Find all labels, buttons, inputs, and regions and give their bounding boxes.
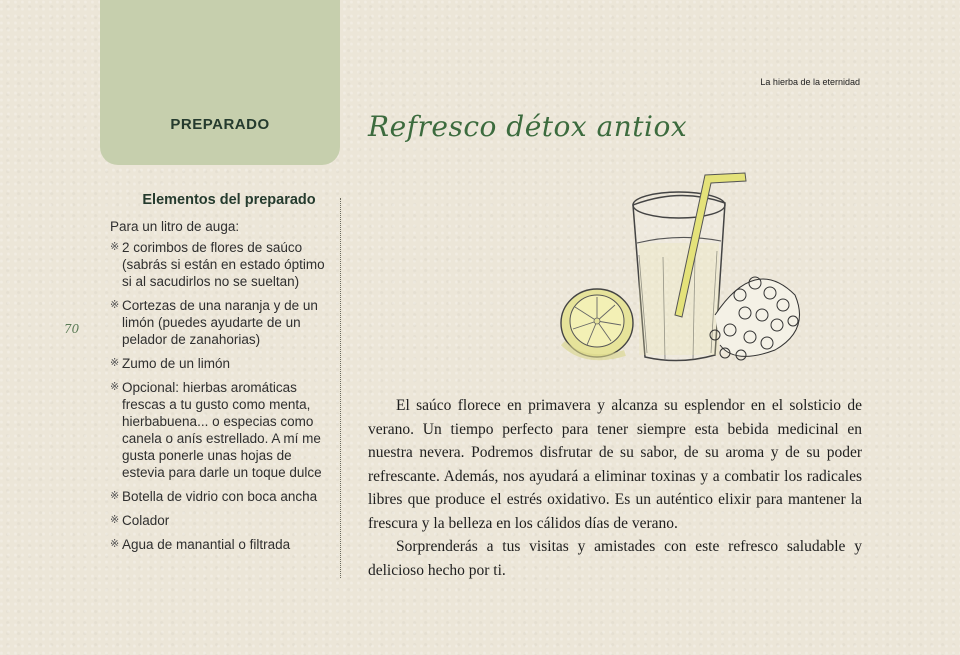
running-head: La hierba de la eternidad [760, 77, 860, 87]
ingredients-panel [110, 192, 332, 560]
bullet-icon: ※ [110, 381, 120, 393]
ingredients-intro: Para un litro de auga: [110, 219, 240, 234]
section-tab [100, 0, 340, 165]
ingredient-item [110, 297, 332, 348]
bullet-icon: ※ [110, 514, 120, 526]
ingredient-item [110, 379, 332, 481]
column-divider [340, 198, 341, 578]
bullet-icon: ※ [110, 299, 120, 311]
glass-icon [633, 192, 725, 361]
drink-illustration-svg [555, 165, 815, 370]
ingredient-text: Zumo de un limón [122, 356, 231, 371]
ingredients-heading: Elementos del preparado [142, 192, 316, 208]
ingredient-text: Opcional: hierbas aromáticas frescas a tu gusto como menta, hierbabuena... o especias como canela o anís estrellado. A mí me gusta ponerle unas hojas de estevia para darle un toque dulce [122, 380, 322, 480]
drink-illustration [555, 165, 815, 370]
ingredient-item [110, 536, 332, 553]
ingredient-text: Botella de vidrio con boca ancha [122, 489, 318, 504]
ingredient-text: Cortezas de una naranja y de un limón (puedes ayudarte de un pelador de zanahorias) [122, 298, 318, 347]
body-paragraph: Sorprenderás a tus visitas y amistades con este refresco saludable y delicioso hecho por ti. [368, 538, 862, 579]
ingredient-text: 2 corimbos de flores de saúco (sabrás si están en estado óptimo si al sacudirlos no se sueltan) [122, 240, 325, 289]
lemon-half-icon [561, 289, 633, 357]
ingredient-item [110, 239, 332, 290]
section-label: PREPARADO [170, 116, 270, 133]
recipe-title: Refresco détox antiox [368, 110, 688, 143]
ingredient-item [110, 355, 332, 372]
ingredient-text: Colador [122, 513, 170, 528]
elderflower-icon [710, 277, 800, 360]
bullet-icon: ※ [110, 357, 120, 369]
ingredient-item [110, 512, 332, 529]
bullet-icon: ※ [110, 490, 120, 502]
ingredients-list [110, 239, 332, 553]
body-text [368, 394, 862, 582]
ingredient-text: Agua de manantial o filtrada [122, 537, 291, 552]
bullet-icon: ※ [110, 241, 120, 253]
bullet-icon: ※ [110, 538, 120, 550]
ingredient-item [110, 488, 332, 505]
page-number: 70 [64, 322, 80, 336]
body-paragraph: El saúco florece en primavera y alcanza su esplendor en el solsticio de verano. Un tiempo perfecto para tener siempre esta bebida medicinal en nuestra nevera. Podremos disfrutar de su sabor, de su aroma y de su poder refrescante. Además, nos ayudará a eliminar toxinas y a combatir los radicales libres que produce el estrés oxidativo. Es un auténtico elixir para mantener la frescura y la belleza en los cálidos días de verano. [368, 397, 862, 532]
